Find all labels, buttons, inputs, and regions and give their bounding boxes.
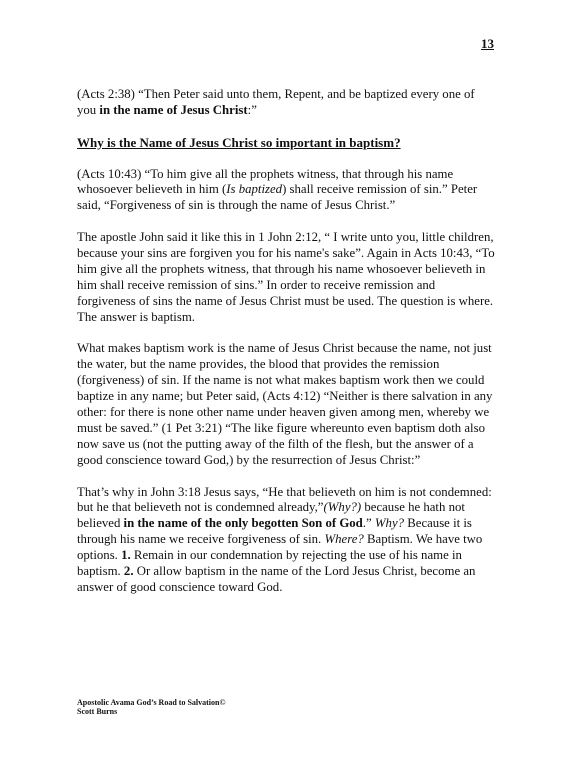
bold-text-span: in the name of Jesus Christ (99, 102, 248, 117)
paragraph-apostle-john: The apostle John said it like this in 1 John 2:12, “ I write unto you, little children, because your sins are forgiven you for his name's sake”. Again in Acts 10:43, “To him give all the prophets witness, that through his name whosoever believeth in him shall receive remission of sins.” In order to receive remission and forgiveness of sins the name of Jesus Christ must be used. The question is where. The answer is baptism. (77, 230, 495, 324)
text-span: Remain in our condemnation by rejecting the use of his name in baptism. (77, 548, 462, 579)
bold-text-span: 2. (123, 564, 134, 579)
text-span: because he hath not believed (77, 500, 465, 531)
paragraph-john-3-18 (77, 485, 497, 596)
text-span: Or allow baptism in the name of the Lord Jesus Christ, become an answer of good conscience toward God. (77, 564, 476, 595)
italic-text-span: (Why?) (323, 500, 362, 515)
document-body (77, 87, 497, 612)
footer-title: Apostolic Avama God’s Road to Salvation© (77, 698, 226, 707)
bold-text-span: 1. (121, 548, 131, 563)
italic-text-span: Where? (324, 532, 364, 547)
italic-text-span: Is baptized (226, 182, 283, 197)
text-span: :” (247, 102, 257, 117)
text-span: That’s why in John 3:18 Jesus says, “He that believeth on him is not condemned: but he that believeth not is condemned already,” (77, 484, 492, 515)
text-span: .” (362, 516, 375, 531)
text-span: (Acts 10:43) “To him give all the prophets witness, that through his name whosoever believeth in him ( (77, 166, 454, 197)
paragraph-baptism-work: What makes baptism work is the name of Jesus Christ because the name, not just the water, but the name provides, the blood that provides the remission (forgiveness) of sin. If the name is not what makes baptism work then we could baptize in any name; but Peter said, (Acts 4:12) “Neither is there salvation in any other: for there is none other name under heaven given among men, whereby we must be saved.” (1 Pet 3:21) “The like figure whereunto even baptism doth also now save us (not the putting away of the filth of the flesh, but the answer of a good conscience toward God,) by the resurrection of Jesus Christ:” (77, 341, 493, 467)
text-span: ) shall receive remission of sin.” Peter said, “Forgiveness of sin is through the name of Jesus Christ.” (77, 182, 478, 213)
section-heading: Why is the Name of Jesus Christ so important in baptism? (77, 134, 401, 150)
paragraph-acts-10-43 (77, 167, 497, 215)
text-span: Because it is through his name we receive forgiveness of sin. (77, 516, 472, 547)
footer-author: Scott Burns (77, 707, 118, 716)
paragraph-acts-2-38 (77, 87, 497, 119)
italic-text-span: Why? (374, 516, 405, 531)
page-footer (77, 698, 225, 716)
page-number: 13 (481, 36, 494, 51)
text-span: (Acts 2:38) “Then Peter said unto them, Repent, and be baptized every one of you (77, 87, 475, 117)
bold-text-span: in the name of the only begotten Son of God (123, 516, 363, 531)
text-span: Baptism. We have two options. (77, 532, 483, 563)
